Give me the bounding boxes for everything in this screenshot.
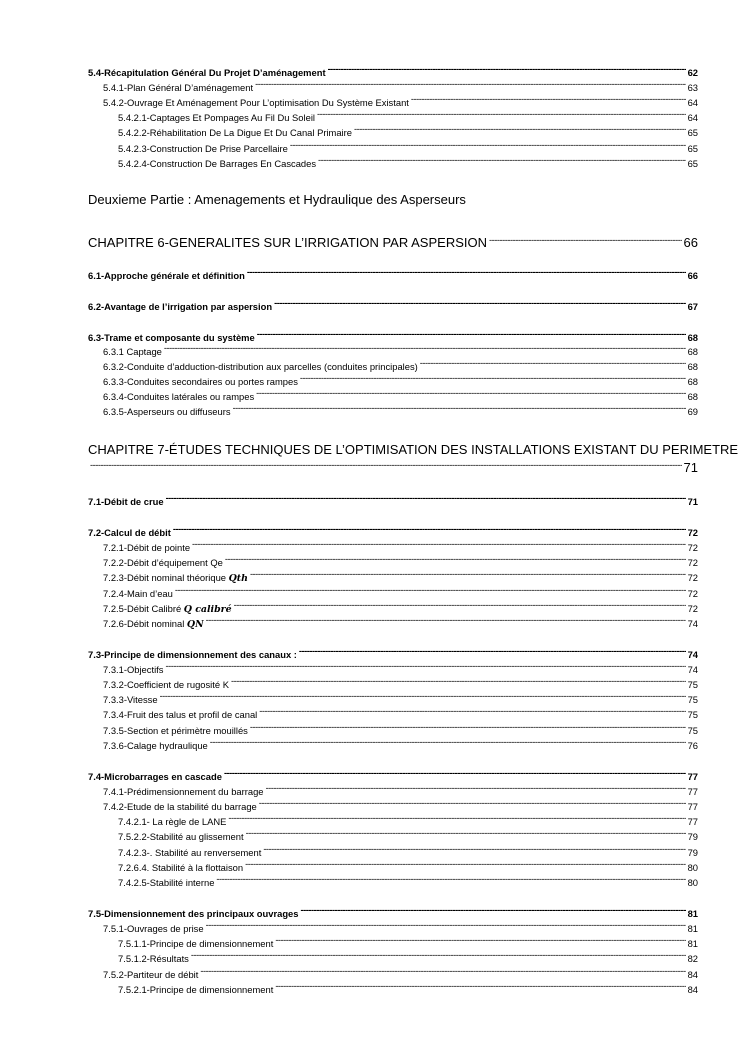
toc-entry-page: 65 xyxy=(687,127,698,138)
dot-leader xyxy=(90,458,682,472)
part-heading: Deuxieme Partie : Amenagements et Hydraulique des Asperseurs xyxy=(88,192,466,207)
toc-entry-title: 7.5.1-Ouvrages de prise xyxy=(103,923,204,934)
dot-leader xyxy=(165,659,685,673)
dot-leader xyxy=(247,265,686,279)
toc-entry[interactable] xyxy=(118,153,698,167)
dot-leader xyxy=(160,689,686,703)
toc-entry[interactable] xyxy=(103,598,698,615)
dot-leader xyxy=(231,674,686,688)
toc-entry-title xyxy=(103,617,204,632)
dot-leader xyxy=(263,842,685,856)
toc-entry[interactable] xyxy=(118,872,698,886)
toc-entry[interactable] xyxy=(103,371,698,385)
toc-entry-page: 81 xyxy=(687,938,698,949)
toc-entry-title: 7.2.6.4. Stabilité à la flottaison xyxy=(118,862,244,873)
dot-leader xyxy=(250,567,686,581)
toc-entry-page: 75 xyxy=(687,709,698,720)
toc-entry[interactable] xyxy=(88,327,698,341)
toc-entry[interactable] xyxy=(88,265,698,279)
toc-entry[interactable] xyxy=(88,766,698,780)
toc-entry[interactable] xyxy=(88,522,698,536)
math-symbol: Qth xyxy=(228,573,248,584)
dot-leader xyxy=(191,948,686,962)
toc-entry-title: 7.5.2-Partiteur de débit xyxy=(103,969,199,980)
toc-entry-page: 82 xyxy=(687,953,698,964)
dot-leader xyxy=(328,62,686,76)
toc-entry-title: 7.3.3-Vitesse xyxy=(103,694,158,705)
dot-leader xyxy=(245,857,685,871)
dot-leader xyxy=(300,903,685,917)
toc-entry-page: 71 xyxy=(687,496,698,507)
dot-leader xyxy=(192,537,686,551)
toc-entry[interactable] xyxy=(118,811,698,825)
toc-entry-title: 7.3.5-Section et périmètre mouillés xyxy=(103,725,248,736)
toc-entry-title: 6.3.5-Asperseurs ou diffuseurs xyxy=(103,406,231,417)
toc-entry-title: 7.5-Dimensionnement des principaux ouvrages xyxy=(88,908,299,919)
toc-entry-title: 5.4-Récapitulation Général Du Projet D’aménagement xyxy=(88,67,326,78)
toc-entry[interactable] xyxy=(103,552,698,566)
toc-entry-page: 84 xyxy=(687,969,698,980)
dot-leader xyxy=(275,933,685,947)
toc-entry-page: 75 xyxy=(687,725,698,736)
toc-entry-page: 72 xyxy=(687,572,698,583)
toc-entry-title: 7.3.2-Coefficient de rugosité K xyxy=(103,679,229,690)
toc-entry-title: 7.1-Débit de crue xyxy=(88,496,164,507)
dot-leader xyxy=(259,704,685,718)
toc-entry[interactable] xyxy=(118,857,698,871)
toc-entry-page: 67 xyxy=(687,301,698,312)
toc-entry[interactable] xyxy=(118,826,698,840)
toc-entry-title: 7.3.1-Objectifs xyxy=(103,664,164,675)
toc-entry-page: 62 xyxy=(687,67,698,78)
toc-entry[interactable] xyxy=(103,659,698,673)
toc-entry[interactable] xyxy=(103,92,698,106)
dot-leader xyxy=(250,720,686,734)
toc-entry-title: 7.4-Microbarrages en cascade xyxy=(88,771,222,782)
dot-leader xyxy=(206,918,686,932)
dot-leader xyxy=(420,356,686,370)
toc-entry[interactable] xyxy=(103,689,698,703)
dot-leader xyxy=(255,77,685,91)
toc-entry[interactable] xyxy=(118,842,698,856)
toc-entry[interactable] xyxy=(103,704,698,718)
toc-entry-title: 7.5.1.2-Résultats xyxy=(118,953,189,964)
dot-leader xyxy=(234,598,686,612)
toc-entry-title: 5.4.2.3-Construction De Prise Parcellaire xyxy=(118,143,288,154)
toc-entry-page: 66 xyxy=(687,270,698,281)
toc-entry-page: 68 xyxy=(687,361,698,372)
toc-entry[interactable] xyxy=(103,401,698,415)
toc-entry-page: 72 xyxy=(687,603,698,614)
toc-entry-page: 84 xyxy=(687,984,698,995)
dot-leader xyxy=(224,766,686,780)
toc-entry-title: 7.2.4-Main d’eau xyxy=(103,588,173,599)
toc-entry-page: 77 xyxy=(687,786,698,797)
dot-leader xyxy=(166,491,686,505)
toc-entry-title: 5.4.2.1-Captages Et Pompages Au Fil Du Soleil xyxy=(118,112,315,123)
toc-entry-title: 7.4.2.3-. Stabilité au renversement xyxy=(118,847,262,858)
dot-leader xyxy=(259,796,686,810)
toc-entry[interactable] xyxy=(103,341,698,355)
dot-leader xyxy=(411,92,686,106)
dot-leader xyxy=(300,371,686,385)
toc-entry-title: 7.4.2-Etude de la stabilité du barrage xyxy=(103,801,257,812)
toc-entry-page: 74 xyxy=(687,649,698,660)
toc-entry-page: 77 xyxy=(687,801,698,812)
dot-leader xyxy=(210,735,686,749)
toc-entry-page: 74 xyxy=(687,664,698,675)
toc-entry-page: 81 xyxy=(687,908,698,919)
toc-entry-page: 81 xyxy=(687,923,698,934)
dot-leader xyxy=(354,122,686,136)
toc-entry[interactable] xyxy=(103,583,698,597)
toc-entry-page: 68 xyxy=(687,391,698,402)
toc-entry-title: 7.3.6-Calage hydraulique xyxy=(103,740,208,751)
toc-entry-page: 77 xyxy=(687,771,698,782)
toc-entry-page: 68 xyxy=(687,332,698,343)
dot-leader xyxy=(275,979,685,993)
toc-entry[interactable] xyxy=(118,122,698,136)
toc-entry-title: 6.3-Trame et composante du système xyxy=(88,332,255,343)
toc-entry-title: 7.3.4-Fruit des talus et profil de canal xyxy=(103,709,258,720)
dot-leader xyxy=(318,153,686,167)
toc-entry-title: 6.3.4-Conduites latérales ou rampes xyxy=(103,391,255,402)
dot-leader xyxy=(216,872,685,886)
dot-leader xyxy=(257,327,686,341)
toc-entry-title: 7.5.1.1-Principe de dimensionnement xyxy=(118,938,274,949)
toc-entry-page: 65 xyxy=(687,143,698,154)
toc-entry-title: 7.2.2-Débit d’équipement Qe xyxy=(103,557,223,568)
toc-entry[interactable] xyxy=(118,933,698,947)
toc-entry-page: 75 xyxy=(687,679,698,690)
toc-entry-page: 72 xyxy=(687,557,698,568)
toc-chapter-title[interactable]: CHAPITRE 7-ÉTUDES TECHNIQUES DE L’OPTIMISATION DES INSTALLATIONS EXISTANT DU PERIMETRE xyxy=(88,442,739,457)
toc-entry[interactable] xyxy=(103,77,698,91)
toc-entry-page: 68 xyxy=(687,376,698,387)
toc-entry-page: 80 xyxy=(687,862,698,873)
toc-entry[interactable] xyxy=(103,567,698,584)
toc-entry[interactable] xyxy=(118,948,698,962)
toc-entry-page: 72 xyxy=(687,588,698,599)
math-symbol: Q calibré xyxy=(183,604,232,615)
toc-entry-title-text: 7.2.3-Débit nominal théorique xyxy=(103,572,229,583)
toc-entry[interactable] xyxy=(118,979,698,993)
toc-entry-page: 63 xyxy=(687,82,698,93)
toc-entry-page: 74 xyxy=(687,618,698,629)
toc-entry[interactable] xyxy=(88,903,698,917)
toc-entry[interactable] xyxy=(103,964,698,978)
toc-entry[interactable] xyxy=(103,735,698,749)
dot-leader xyxy=(246,826,686,840)
toc-entry[interactable] xyxy=(103,674,698,688)
toc-entry-page: 76 xyxy=(687,740,698,751)
dot-leader xyxy=(317,107,686,121)
toc-entry[interactable] xyxy=(88,62,698,76)
toc-entry-title: 7.5.2.2-Stabilité au glissement xyxy=(118,831,244,842)
toc-entry-page: 64 xyxy=(687,97,698,108)
dot-leader xyxy=(228,811,685,825)
toc-entry-page: 64 xyxy=(687,112,698,123)
toc-chapter-entry[interactable] xyxy=(88,458,698,476)
toc-entry-page: 66 xyxy=(683,235,698,250)
toc-entry[interactable] xyxy=(103,386,698,400)
toc-entry-title: CHAPITRE 6-GENERALITES SUR L’IRRIGATION PAR ASPERSION xyxy=(88,235,487,250)
toc-chapter-entry[interactable] xyxy=(88,233,698,251)
toc-entry-page: 79 xyxy=(687,847,698,858)
toc-entry-page: 80 xyxy=(687,877,698,888)
toc-entry[interactable] xyxy=(118,107,698,121)
dot-leader xyxy=(489,233,682,247)
toc-entry[interactable] xyxy=(103,356,698,370)
toc-entry-title: 6.3.1 Captage xyxy=(103,346,162,357)
toc-entry[interactable] xyxy=(103,613,698,630)
dot-leader xyxy=(173,522,686,536)
dot-leader xyxy=(233,401,686,415)
toc-entry-title: 6.1-Approche générale et définition xyxy=(88,270,245,281)
toc-entry-page: 65 xyxy=(687,158,698,169)
toc-entry[interactable] xyxy=(103,720,698,734)
toc-entry-title: 7.2.1-Débit de pointe xyxy=(103,542,191,553)
dot-leader xyxy=(256,386,685,400)
toc-entry-title: 7.4.2.1- La règle de LANE xyxy=(118,816,227,827)
toc-entry-title: 6.3.2-Conduite d’adduction-distribution aux parcelles (conduites principales) xyxy=(103,361,418,372)
toc-entry-page: 69 xyxy=(687,406,698,417)
toc-entry[interactable] xyxy=(88,644,698,658)
toc-entry-page: 72 xyxy=(687,542,698,553)
toc-entry-title: 7.3-Principe de dimensionnement des canaux : xyxy=(88,649,297,660)
toc-entry-title-text: 7.2.6-Débit nominal xyxy=(103,618,187,629)
toc-entry-title: 7.4.2.5-Stabilité interne xyxy=(118,877,215,888)
dot-leader xyxy=(290,138,686,152)
toc-entry-title: 7.4.1-Prédimensionnement du barrage xyxy=(103,786,264,797)
toc-entry[interactable] xyxy=(103,796,698,810)
toc-entry[interactable] xyxy=(103,537,698,551)
toc-entry-title: 5.4.2.2-Réhabilitation De La Digue Et Du Canal Primaire xyxy=(118,127,352,138)
toc-entry-page: 72 xyxy=(687,527,698,538)
toc-entry-page: 77 xyxy=(687,816,698,827)
toc-entry-title: 5.4.2.4-Construction De Barrages En Cascades xyxy=(118,158,317,169)
toc-entry-page: 68 xyxy=(687,346,698,357)
toc-entry[interactable] xyxy=(118,138,698,152)
dot-leader xyxy=(164,341,686,355)
toc-entry-title: 7.2-Calcul de débit xyxy=(88,527,171,538)
dot-leader xyxy=(225,552,686,566)
toc-entry-title: 6.2-Avantage de l’irrigation par aspersion xyxy=(88,301,273,312)
toc-entry[interactable] xyxy=(103,781,698,795)
dot-leader xyxy=(299,644,686,658)
toc-entry[interactable] xyxy=(88,491,698,505)
toc-entry-title: 6.3.3-Conduites secondaires ou portes rampes xyxy=(103,376,298,387)
toc-entry-page: 71 xyxy=(683,460,698,475)
dot-leader xyxy=(274,296,685,310)
toc-entry[interactable] xyxy=(88,296,698,310)
toc-entry-title: 5.4.1-Plan Général D’aménagement xyxy=(103,82,254,93)
dot-leader xyxy=(206,613,686,627)
toc-entry-title-text: 7.2.5-Débit Calibré xyxy=(103,603,184,614)
toc-entry-page: 75 xyxy=(687,694,698,705)
dot-leader xyxy=(266,781,686,795)
math-symbol: QN xyxy=(186,619,204,630)
dot-leader xyxy=(200,964,685,978)
dot-leader xyxy=(175,583,686,597)
toc-entry-title: 7.5.2.1-Principe de dimensionnement xyxy=(118,984,274,995)
toc-entry[interactable] xyxy=(103,918,698,932)
toc-entry-page: 79 xyxy=(687,831,698,842)
toc-entry-title: 5.4.2-Ouvrage Et Aménagement Pour L’optimisation Du Système Existant xyxy=(103,97,409,108)
